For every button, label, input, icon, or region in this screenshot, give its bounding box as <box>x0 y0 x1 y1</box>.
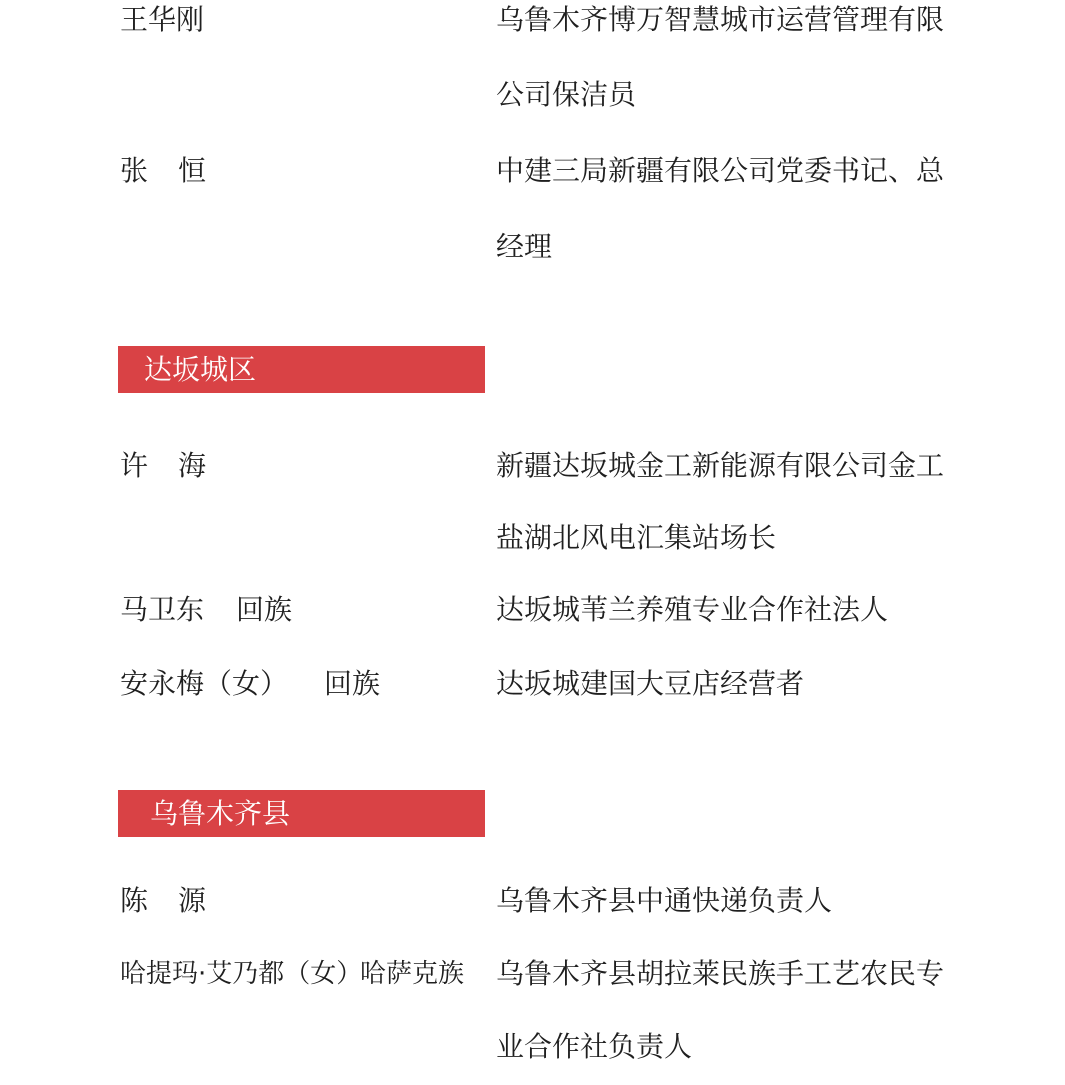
person-name-last: 源 <box>178 884 207 917</box>
section-title: 乌鲁木齐县 <box>150 797 291 830</box>
person-role-line: 乌鲁木齐县胡拉莱民族手工艺农民专 <box>496 957 945 990</box>
person-role-line: 乌鲁木齐博万智慧城市运营管理有限 <box>496 3 945 36</box>
person-role-line: 达坂城苇兰养殖专业合作社法人 <box>496 593 889 626</box>
person-name: 王华刚 <box>120 3 205 36</box>
person-name-last: 海 <box>178 449 207 482</box>
section-title: 达坂城区 <box>144 353 257 386</box>
section-header <box>118 790 485 837</box>
person-role-line: 公司保洁员 <box>496 78 637 111</box>
person-role-line: 达坂城建国大豆店经营者 <box>496 667 805 700</box>
person-ethnicity: 回族 <box>236 593 293 626</box>
person-name-first: 陈 <box>120 884 149 917</box>
person-name-last: 恒 <box>178 154 207 187</box>
person-role-line: 乌鲁木齐县中通快递负责人 <box>496 884 833 917</box>
person-role-line: 新疆达坂城金工新能源有限公司金工 <box>496 449 945 482</box>
person-role-line: 盐湖北风电汇集站场长 <box>496 521 777 554</box>
person-role-line: 经理 <box>496 230 553 263</box>
person-ethnicity: 回族 <box>324 667 381 700</box>
person-role-line: 业合作社负责人 <box>496 1030 693 1063</box>
person-ethnicity: 哈萨克族 <box>360 959 465 989</box>
person-name: 马卫东 <box>120 593 205 626</box>
person-name-first: 许 <box>120 449 149 482</box>
person-name-first: 张 <box>120 154 149 187</box>
section-header <box>118 346 485 393</box>
person-name: 哈提玛·艾乃都（女） <box>120 959 363 989</box>
person-name: 安永梅（女） <box>120 667 289 700</box>
person-role-line: 中建三局新疆有限公司党委书记、总 <box>496 154 945 187</box>
